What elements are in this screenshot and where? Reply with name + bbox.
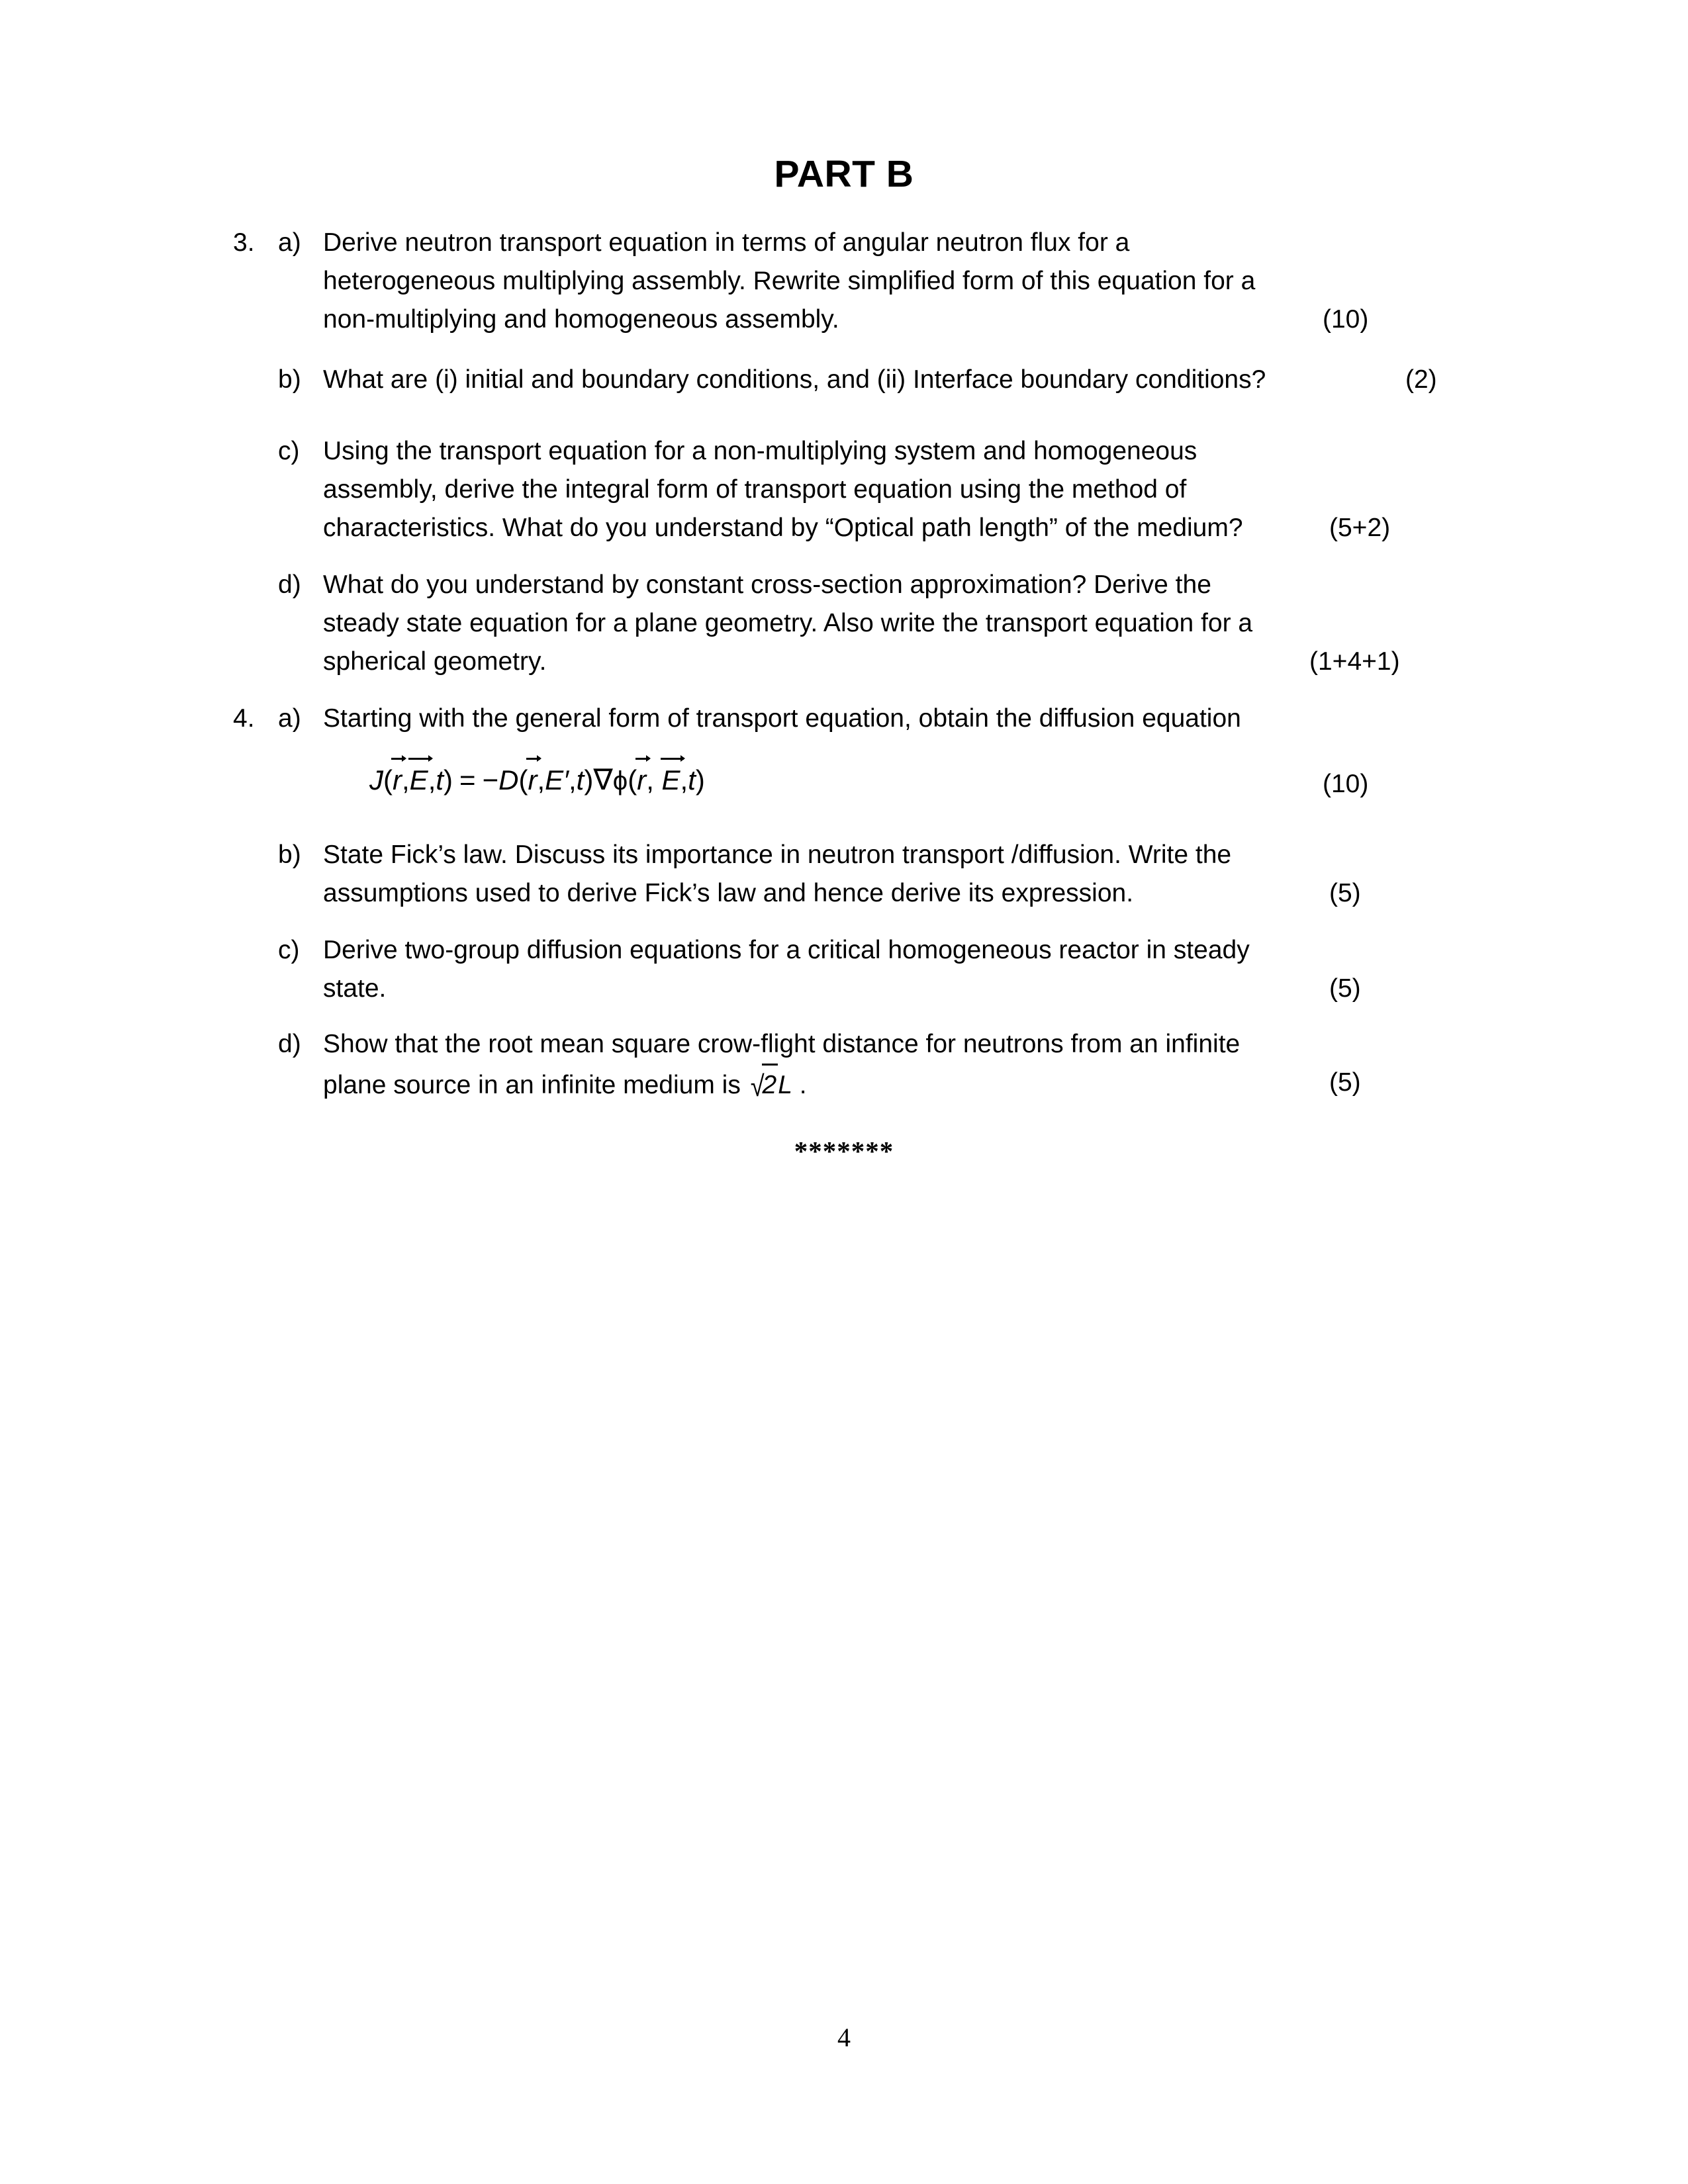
radical-sign: √ xyxy=(750,1070,765,1103)
equation-phi-symbol: ϕ xyxy=(612,766,628,796)
question-number: 3. xyxy=(233,228,255,257)
equation-E-prime: E′ xyxy=(545,764,569,796)
marks-label: (5) xyxy=(1329,974,1361,1003)
question-line: steady state equation for a plane geometry. Also write the transport equation for a xyxy=(323,609,1253,637)
question-3a xyxy=(233,224,1458,339)
question-line: What do you understand by constant cross-section approximation? Derive the xyxy=(323,570,1211,599)
question-number xyxy=(233,931,278,1008)
end-of-paper-marker: ******* xyxy=(794,1136,894,1166)
question-body xyxy=(323,836,1458,913)
equation-comma-4: , xyxy=(569,764,577,796)
diffusion-equation xyxy=(369,766,705,795)
question-3c xyxy=(233,432,1458,547)
marks-label: (5) xyxy=(1329,1068,1361,1097)
equation-vector-E-1: E xyxy=(409,764,428,796)
question-number xyxy=(233,566,278,681)
question-line xyxy=(323,509,1458,547)
question-line: Derive two-group diffusion equations for a critical homogeneous reactor in steady xyxy=(323,936,1250,964)
question-4a xyxy=(233,700,1458,738)
question-line xyxy=(323,1064,1458,1105)
equation-comma-5: , xyxy=(646,764,662,796)
question-line: Derive neutron transport equation in terms of angular neutron flux for a xyxy=(323,228,1130,257)
question-letter: b) xyxy=(278,365,301,394)
question-line-text: assumptions used to derive Fick’s law and hence derive its expression. xyxy=(323,879,1134,907)
marks-label: (2) xyxy=(1405,365,1437,394)
question-line: State Fick’s law. Discuss its importance in neutron transport /diffusion. Write the xyxy=(323,841,1232,869)
equation-paren-open-2: ( xyxy=(518,764,528,796)
equation-paren-open-1: ( xyxy=(383,764,393,796)
equation-J: J xyxy=(369,764,383,796)
question-4d xyxy=(233,1025,1458,1105)
question-line-text: What are (i) initial and boundary conditions, and (ii) Interface boundary conditions? xyxy=(323,365,1266,394)
question-line xyxy=(323,361,1458,399)
question-body xyxy=(323,566,1458,681)
question-letter: c) xyxy=(278,437,300,465)
equation-vector-r-1: r xyxy=(393,764,402,796)
question-body xyxy=(323,361,1458,399)
equation-t-1: t xyxy=(436,764,444,796)
question-number: 4. xyxy=(233,704,255,733)
question-line-text: state. xyxy=(323,974,387,1003)
sqrt-suffix-L: L xyxy=(778,1071,792,1099)
question-number xyxy=(233,432,278,547)
question-number xyxy=(233,361,278,399)
page-title: PART B xyxy=(774,153,914,195)
question-line xyxy=(323,970,1458,1008)
sentence-period: . xyxy=(799,1071,807,1099)
equation-marks-label: (10) xyxy=(1323,770,1369,798)
question-line: Show that the root mean square crow-flight distance for neutrons from an infinite xyxy=(323,1030,1241,1058)
equation-paren-close-1: ) xyxy=(444,764,453,796)
question-letter: b) xyxy=(278,841,301,869)
question-line: assembly, derive the integral form of transport equation using the method of xyxy=(323,475,1187,504)
question-3d xyxy=(233,566,1458,681)
question-letter: a) xyxy=(278,704,301,733)
equation-paren-open-3: ( xyxy=(628,764,637,796)
equation-paren-close-3: ) xyxy=(695,764,705,796)
equation-vector-r-3: r xyxy=(637,764,647,796)
equation-comma-1: , xyxy=(402,764,410,796)
equation-comma-3: , xyxy=(537,764,545,796)
question-body xyxy=(323,432,1458,547)
marks-label: (5) xyxy=(1329,879,1361,907)
question-4b xyxy=(233,836,1458,913)
question-line xyxy=(323,874,1458,913)
question-letter: d) xyxy=(278,1030,301,1058)
question-3b xyxy=(233,361,1458,399)
equation-comma-6: , xyxy=(680,764,688,796)
question-line: Using the transport equation for a non-multiplying system and homogeneous xyxy=(323,437,1197,465)
equation-equals: = xyxy=(459,764,476,796)
equation-minus: − xyxy=(482,764,499,796)
sqrt-expression xyxy=(748,1064,792,1105)
radicand-value: 2 xyxy=(762,1064,778,1105)
equation-paren-close-2: ) xyxy=(584,764,594,796)
equation-vector-E-3: E xyxy=(661,764,680,796)
question-line xyxy=(323,643,1458,681)
question-body xyxy=(323,224,1458,339)
equation-nabla-operator: ∇ xyxy=(593,764,613,796)
question-body xyxy=(323,931,1458,1008)
question-line xyxy=(323,300,1458,339)
equation-vector-r-2: r xyxy=(528,764,538,796)
equation-comma-2: , xyxy=(428,764,436,796)
question-number xyxy=(233,1025,278,1105)
marks-label: (10) xyxy=(1323,305,1369,334)
equation-D: D xyxy=(498,764,519,796)
question-body xyxy=(323,700,1458,738)
question-line-text: plane source in an infinite medium is xyxy=(323,1071,741,1099)
question-letter: a) xyxy=(278,228,301,257)
question-line: Starting with the general form of transport equation, obtain the diffusion equation xyxy=(323,704,1241,733)
marks-label: (1+4+1) xyxy=(1309,647,1400,676)
marks-label: (5+2) xyxy=(1329,514,1391,542)
equation-t-3: t xyxy=(688,764,696,796)
question-number xyxy=(233,836,278,913)
question-4c xyxy=(233,931,1458,1008)
question-line-text: characteristics. What do you understand by “Optical path length” of the medium? xyxy=(323,514,1243,542)
question-line-text: spherical geometry. xyxy=(323,647,547,676)
question-letter: d) xyxy=(278,570,301,599)
question-body xyxy=(323,1025,1458,1105)
question-line-text: non-multiplying and homogeneous assembly. xyxy=(323,305,839,334)
question-line: heterogeneous multiplying assembly. Rewrite simplified form of this equation for a xyxy=(323,267,1256,295)
page-number: 4 xyxy=(837,2023,851,2052)
question-letter: c) xyxy=(278,936,300,964)
equation-t-2: t xyxy=(576,764,585,796)
